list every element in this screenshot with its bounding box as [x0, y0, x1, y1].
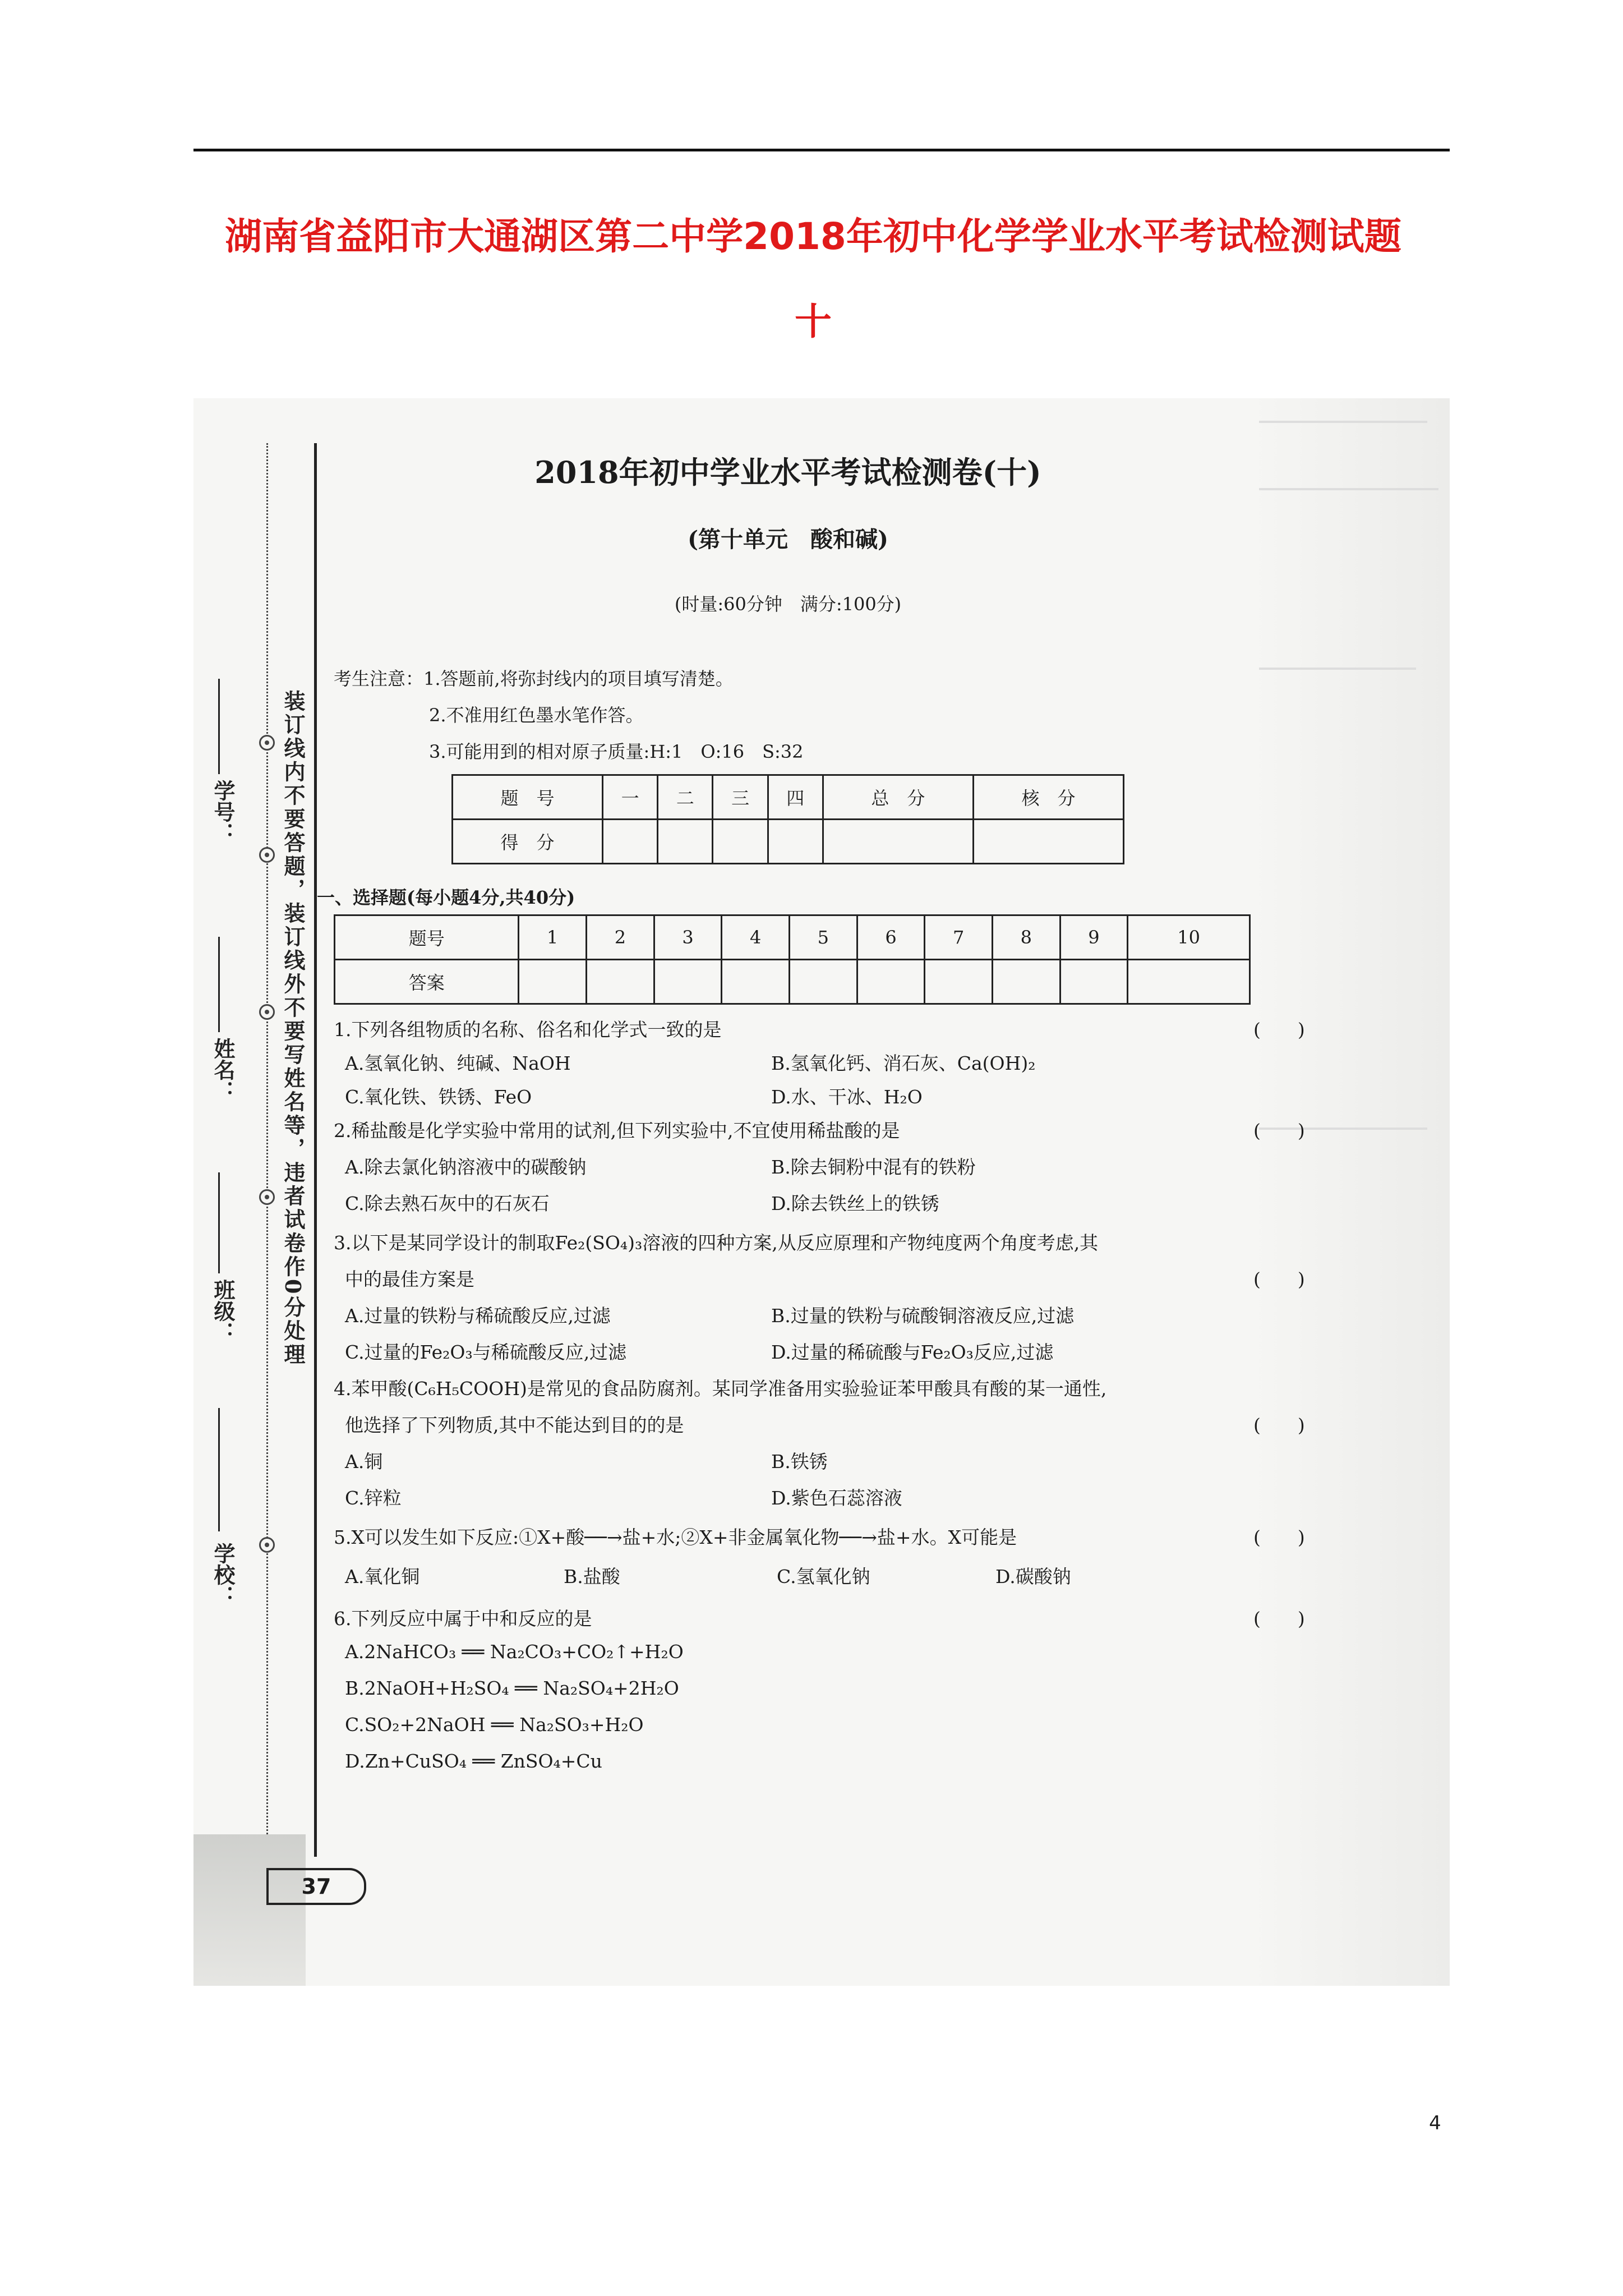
option-b: B.铁锈 [771, 1451, 828, 1473]
option-b: B.氢氧化钙、消石灰、Ca(OH)₂ [771, 1052, 1036, 1074]
answer-cell[interactable] [587, 960, 654, 1004]
answer-cell[interactable] [519, 960, 587, 1004]
binding-warning: 装订线内不要答题，装订线外不要写姓名等，违者试卷作0分处理 [280, 690, 306, 1367]
answer-cell[interactable] [654, 960, 722, 1004]
option-d: D.过量的稀硫酸与Fe₂O₃反应,过滤 [771, 1341, 1054, 1363]
question-stem: 4.苯甲酸(C₆H₅COOH)是常见的食品防腐剂。某同学准备用实验验证苯甲酸具有酸的某一通性, [334, 1378, 1107, 1400]
answer-paren: ( ) [1253, 1268, 1305, 1290]
bleed-through-area [1248, 398, 1450, 1986]
option-a: A.过量的铁粉与稀硫酸反应,过滤 [345, 1305, 611, 1327]
exam-note: 3.可能用到的相对原子质量:H:1 O:16 S:32 [429, 741, 804, 762]
exam-title: 2018年初中学业水平考试检测卷(十) [534, 454, 1041, 490]
answer-table [334, 914, 1251, 1005]
school-label: 学校： [210, 1543, 236, 1607]
option-c: C.氧化铁、铁锈、FeO [345, 1086, 532, 1108]
option-b: B.2NaOH+H₂SO₄ ══ Na₂SO₄+2H₂O [345, 1677, 679, 1699]
printed-page-number: 37 [266, 1868, 366, 1905]
score-table-header: 四 [768, 775, 823, 820]
class-line [218, 1172, 220, 1273]
scanned-exam-page [193, 398, 1450, 1986]
bleed-line [1259, 421, 1427, 423]
answer-cell[interactable] [925, 960, 993, 1004]
answer-paren: ( ) [1253, 1608, 1305, 1630]
question-stem: 1.下列各组物质的名称、俗名和化学式一致的是 [334, 1019, 722, 1041]
score-table-header: 题 号 [453, 775, 603, 820]
option-d: D.碳酸钠 [995, 1566, 1071, 1588]
option-b: B.盐酸 [564, 1566, 620, 1588]
answer-table-header: 7 [925, 915, 993, 960]
scan-shadow [193, 1834, 306, 1986]
school-line [218, 1408, 220, 1531]
answer-table-header: 5 [790, 915, 857, 960]
fold-circle-icon [259, 1189, 275, 1205]
class-label: 班级： [210, 1279, 236, 1343]
score-cell[interactable] [713, 820, 768, 864]
document-title: 湖南省益阳市大通湖区第二中学2018年初中化学学业水平考试检测试题 [225, 215, 1401, 258]
option-d: D.水、干冰、H₂O [771, 1086, 923, 1108]
option-c: C.锌粒 [345, 1487, 402, 1509]
binding-margin [193, 443, 339, 1930]
answer-paren: ( ) [1253, 1414, 1305, 1436]
name-line [218, 937, 220, 1032]
score-table-header: 核 分 [973, 775, 1123, 820]
page-number: 4 [1429, 2112, 1441, 2134]
bleed-line [1259, 488, 1438, 490]
option-c: C.氢氧化钠 [777, 1566, 870, 1588]
option-b: B.除去铜粉中混有的铁粉 [771, 1156, 976, 1178]
score-cell[interactable] [658, 820, 713, 864]
score-table-header: 总 分 [823, 775, 973, 820]
question-stem-continued: 他选择了下列物质,其中不能达到目的的是 [345, 1414, 684, 1436]
score-cell[interactable] [603, 820, 658, 864]
option-c: C.SO₂+2NaOH ══ Na₂SO₃+H₂O [345, 1714, 644, 1736]
score-table-header: 二 [658, 775, 713, 820]
option-c: C.除去熟石灰中的石灰石 [345, 1193, 550, 1214]
answer-paren: ( ) [1253, 1526, 1305, 1548]
score-row-label: 得 分 [453, 820, 603, 864]
score-cell[interactable] [823, 820, 973, 864]
answer-table-header: 1 [519, 915, 587, 960]
score-cell[interactable] [768, 820, 823, 864]
score-table [451, 774, 1124, 864]
score-table-header: 一 [603, 775, 658, 820]
option-d: D.除去铁丝上的铁锈 [771, 1193, 939, 1214]
fold-circle-icon [259, 1537, 275, 1553]
student-id-label: 学号： [210, 780, 236, 844]
option-a: A.铜 [345, 1451, 383, 1473]
answer-cell[interactable] [722, 960, 790, 1004]
fold-circle-icon [259, 847, 275, 863]
answer-cell[interactable] [1128, 960, 1250, 1004]
answer-table-header: 9 [1060, 915, 1128, 960]
answer-paren: ( ) [1253, 1019, 1305, 1041]
answer-table-header: 3 [654, 915, 722, 960]
bleed-line [1259, 668, 1416, 670]
option-a: A.氧化铜 [345, 1566, 420, 1588]
question-stem: 6.下列反应中属于中和反应的是 [334, 1608, 592, 1630]
score-table-header: 三 [713, 775, 768, 820]
fold-circle-icon [259, 1004, 275, 1020]
section-title: 一、选择题(每小题4分,共40分) [317, 887, 575, 908]
document-title-suffix: 十 [795, 300, 832, 343]
page-border [314, 443, 317, 1857]
exam-note: 考生注意：1.答题前,将弥封线内的项目填写清楚。 [334, 668, 734, 689]
fold-line [266, 443, 268, 1902]
exam-timing: (时量:60分钟 满分:100分) [674, 593, 902, 615]
option-a: A.2NaHCO₃ ══ Na₂CO₃+CO₂↑+H₂O [345, 1641, 684, 1663]
exam-note: 2.不准用红色墨水笔作答。 [429, 705, 644, 726]
question-stem-continued: 中的最佳方案是 [345, 1268, 474, 1290]
answer-table-header: 2 [587, 915, 654, 960]
fold-circle-icon [259, 735, 275, 751]
question-stem: 2.稀盐酸是化学实验中常用的试剂,但下列实验中,不宜使用稀盐酸的是 [334, 1120, 900, 1142]
score-cell[interactable] [973, 820, 1123, 864]
option-a: A.氢氧化钠、纯碱、NaOH [345, 1052, 571, 1074]
exam-unit: (第十单元 酸和碱) [688, 526, 888, 553]
name-label: 姓名： [210, 1038, 236, 1102]
option-b: B.过量的铁粉与硫酸铜溶液反应,过滤 [771, 1305, 1075, 1327]
answer-row-label: 答案 [335, 960, 519, 1004]
question-stem: 3.以下是某同学设计的制取Fe₂(SO₄)₃溶液的四种方案,从反应原理和产物纯度两个角度考虑,其 [334, 1232, 1099, 1254]
answer-table-header: 题号 [335, 915, 519, 960]
answer-cell[interactable] [1060, 960, 1128, 1004]
answer-cell[interactable] [857, 960, 925, 1004]
option-d: D.Zn+CuSO₄ ══ ZnSO₄+Cu [345, 1750, 602, 1772]
student-id-line [218, 679, 220, 774]
question-stem: 5.X可以发生如下反应:①X+酸──→盐+水;②X+非金属氧化物──→盐+水。X可能是 [334, 1526, 1017, 1548]
answer-table-header: 4 [722, 915, 790, 960]
top-rule [193, 149, 1450, 151]
option-c: C.过量的Fe₂O₃与稀硫酸反应,过滤 [345, 1341, 627, 1363]
answer-table-header: 10 [1128, 915, 1250, 960]
answer-table-header: 6 [857, 915, 925, 960]
answer-paren: ( ) [1253, 1120, 1305, 1142]
option-a: A.除去氯化钠溶液中的碳酸钠 [345, 1156, 587, 1178]
answer-cell[interactable] [993, 960, 1061, 1004]
option-d: D.紫色石蕊溶液 [771, 1487, 902, 1509]
answer-table-header: 8 [993, 915, 1061, 960]
answer-cell[interactable] [790, 960, 857, 1004]
